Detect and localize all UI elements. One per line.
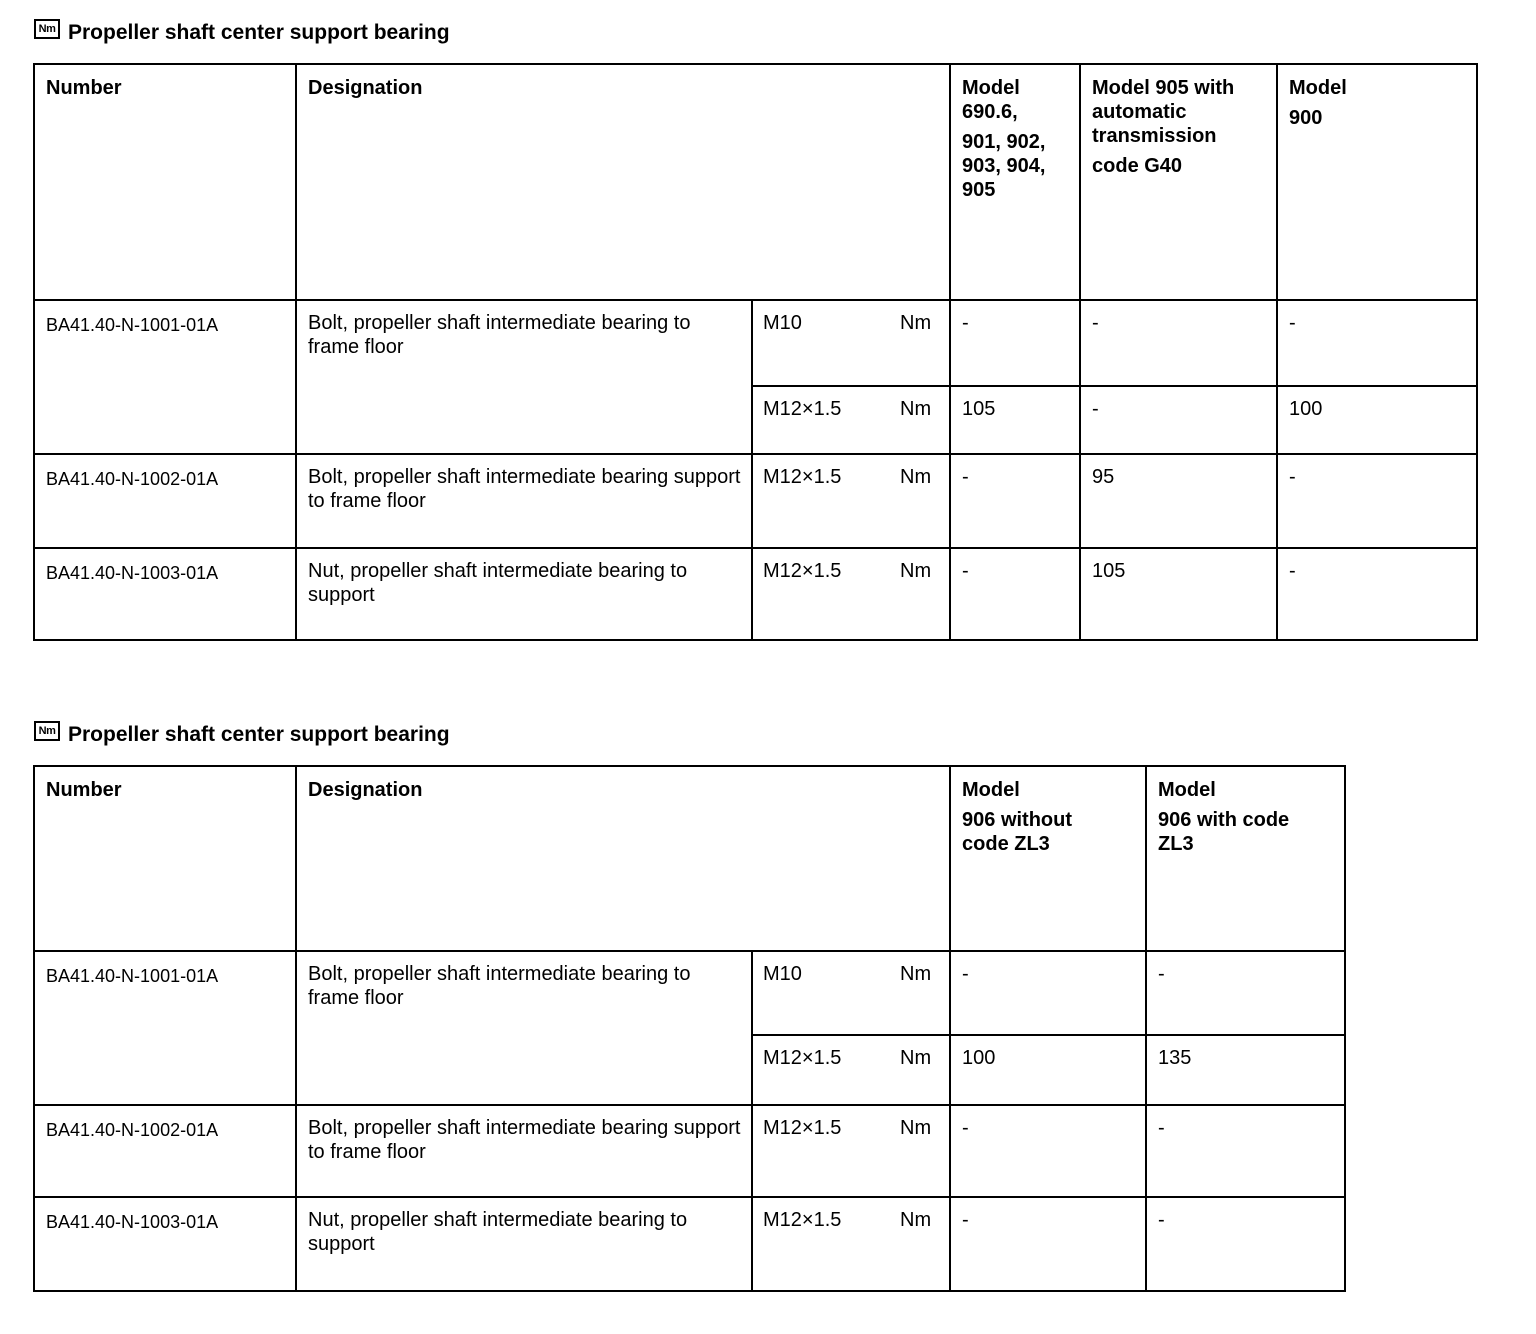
torque-value: - — [1277, 454, 1477, 548]
torque-value: - — [950, 300, 1080, 386]
torque-value: 135 — [1146, 1035, 1345, 1105]
thread-size: M12×1.5 — [752, 454, 892, 548]
torque-value: - — [1146, 1105, 1345, 1197]
header-line: Model 905 with — [1092, 77, 1235, 99]
part-number: BA41.40-N-1002-01A — [34, 1105, 296, 1197]
header-designation: Designation — [296, 766, 950, 951]
torque-unit: Nm — [892, 951, 950, 1035]
table-row — [34, 1197, 1345, 1291]
part-designation: Bolt, propeller shaft intermediate bearing support to frame floor — [296, 1105, 752, 1197]
header-line: 903, 904, — [962, 155, 1046, 177]
header-model-col — [950, 766, 1146, 951]
torque-table — [33, 765, 1346, 1292]
part-number: BA41.40-N-1001-01A — [34, 951, 296, 1105]
header-line: Model — [962, 77, 1020, 99]
torque-unit: Nm — [892, 1035, 950, 1105]
section-title — [34, 20, 450, 46]
torque-value: - — [950, 454, 1080, 548]
header-line: 900 — [1289, 107, 1323, 129]
header-designation: Designation — [296, 64, 950, 300]
thread-size: M10 — [752, 951, 892, 1035]
table-row — [34, 1105, 1345, 1197]
torque-nm-icon: Nm — [34, 19, 60, 39]
header-line: Model — [962, 779, 1020, 801]
header-model-col — [1146, 766, 1345, 951]
torque-value: 100 — [1277, 386, 1477, 454]
torque-value: 100 — [950, 1035, 1146, 1105]
torque-value: 95 — [1080, 454, 1277, 548]
torque-unit: Nm — [892, 386, 950, 454]
torque-unit: Nm — [892, 1105, 950, 1197]
part-number: BA41.40-N-1003-01A — [34, 1197, 296, 1291]
torque-value: 105 — [950, 386, 1080, 454]
table-row — [34, 300, 1477, 386]
torque-value: 105 — [1080, 548, 1277, 640]
part-number: BA41.40-N-1001-01A — [34, 300, 296, 454]
header-model-col — [1277, 64, 1477, 300]
header-line: 905 — [962, 179, 996, 201]
header-line: 901, 902, — [962, 131, 1046, 153]
torque-unit: Nm — [892, 300, 950, 386]
torque-unit: Nm — [892, 1197, 950, 1291]
header-line: Model — [1158, 779, 1216, 801]
part-designation: Nut, propeller shaft intermediate bearing to support — [296, 1197, 752, 1291]
thread-size: M12×1.5 — [752, 1105, 892, 1197]
table-row — [34, 454, 1477, 548]
part-designation: Bolt, propeller shaft intermediate bearing support to frame floor — [296, 454, 752, 548]
header-line: transmission — [1092, 125, 1217, 147]
torque-unit: Nm — [892, 548, 950, 640]
table-row — [34, 548, 1477, 640]
torque-value: - — [1277, 548, 1477, 640]
torque-value: - — [1146, 951, 1345, 1035]
table-header-row — [34, 64, 1477, 300]
header-line: Model — [1289, 77, 1347, 99]
part-designation: Bolt, propeller shaft intermediate bearing to frame floor — [296, 951, 752, 1105]
header-line: ZL3 — [1158, 833, 1194, 855]
part-designation: Bolt, propeller shaft intermediate bearing to frame floor — [296, 300, 752, 454]
torque-nm-icon: Nm — [34, 721, 60, 741]
thread-size: M10 — [752, 300, 892, 386]
part-designation: Nut, propeller shaft intermediate bearing to support — [296, 548, 752, 640]
header-line: 690.6, — [962, 101, 1018, 123]
torque-value: - — [950, 951, 1146, 1035]
torque-table — [33, 63, 1478, 641]
part-number: BA41.40-N-1003-01A — [34, 548, 296, 640]
torque-value: - — [950, 1105, 1146, 1197]
header-line: 906 with code — [1158, 809, 1290, 831]
thread-size: M12×1.5 — [752, 386, 892, 454]
thread-size: M12×1.5 — [752, 1035, 892, 1105]
table-header-row — [34, 766, 1345, 951]
section-title-text: Propeller shaft center support bearing — [68, 21, 450, 44]
header-line: code G40 — [1092, 155, 1183, 177]
torque-value: - — [1146, 1197, 1345, 1291]
section-title-text: Propeller shaft center support bearing — [68, 723, 450, 746]
header-model-col — [1080, 64, 1277, 300]
header-line: automatic — [1092, 101, 1187, 123]
torque-value: - — [1277, 300, 1477, 386]
torque-unit: Nm — [892, 454, 950, 548]
torque-value: - — [1080, 386, 1277, 454]
header-number: Number — [34, 64, 296, 300]
torque-value: - — [1080, 300, 1277, 386]
part-number: BA41.40-N-1002-01A — [34, 454, 296, 548]
section-title — [34, 722, 450, 748]
header-line: 906 without — [962, 809, 1073, 831]
table-row — [34, 951, 1345, 1035]
torque-value: - — [950, 1197, 1146, 1291]
header-number: Number — [34, 766, 296, 951]
torque-value: - — [950, 548, 1080, 640]
thread-size: M12×1.5 — [752, 548, 892, 640]
thread-size: M12×1.5 — [752, 1197, 892, 1291]
header-model-col — [950, 64, 1080, 300]
header-line: code ZL3 — [962, 833, 1050, 855]
